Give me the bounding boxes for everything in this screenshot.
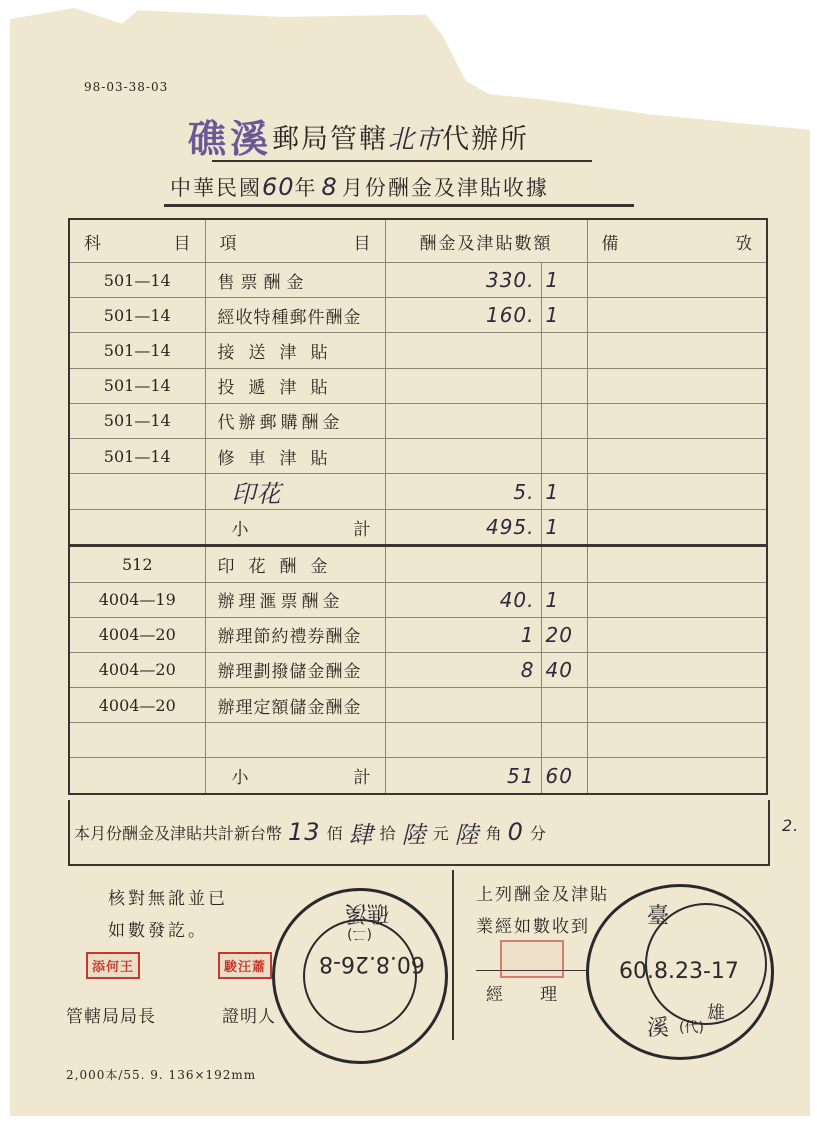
office-name-handwritten: 礁溪 xyxy=(188,116,273,161)
office-name-handwritten-2: 北市 xyxy=(388,125,443,155)
table-row: 501—14 代辦郵購酬金 xyxy=(69,403,767,438)
director-role: 管轄局局長 xyxy=(66,1007,156,1027)
signature-divider xyxy=(452,870,454,1040)
table-row: 4004—20 辦理定額儲金酬金 xyxy=(69,688,767,723)
table-row xyxy=(69,723,767,758)
table-row: 501—14 修車津貼 xyxy=(69,438,767,473)
total-tens-handwritten: 肆 xyxy=(348,820,374,849)
header-amount: 酬金及津貼數額 xyxy=(385,219,587,263)
header-subject: 科 目 xyxy=(69,219,205,263)
manager-seal xyxy=(500,940,564,978)
witness-seal: 駿汪蕭 xyxy=(218,952,272,979)
year-label: 年 xyxy=(294,176,318,200)
verify-line-2: 如數發訖。 xyxy=(108,921,208,941)
postmark-right-sub: (代) xyxy=(679,1020,704,1036)
postmark-right xyxy=(586,884,774,1060)
table-row: 4004—20 辦理節約禮券酬金 1 20 xyxy=(69,617,767,652)
month-handwritten: 8 xyxy=(321,173,338,201)
postmark-right-date: 60.8.23-17 xyxy=(619,959,739,984)
table-row: 501—14 經收特種郵件酬金 160. 1 xyxy=(69,298,767,333)
witness-role: 證明人 xyxy=(222,1007,276,1027)
table-row: 4004—19 辦理滙票酬金 40. 1 xyxy=(69,582,767,617)
director-seal: 添何王 xyxy=(86,952,140,979)
subtitle-prefix: 中華民國 xyxy=(170,176,262,200)
form-code: 98-03-38-03 xyxy=(84,80,169,94)
payment-table xyxy=(68,218,768,795)
office-tail: 代辦所 xyxy=(442,124,530,155)
postmark-left-date: 60.8.26-8 xyxy=(319,951,425,976)
title-underline xyxy=(212,160,592,162)
total-units-handwritten: 陸 xyxy=(401,820,427,849)
monthly-total-line: 本月份酬金及津貼共計新台幣 13 佰 肆 拾 陸 元 陸 角 0 分 xyxy=(68,800,770,866)
subtitle-underline xyxy=(164,204,634,207)
table-row: 512 印花酬金 xyxy=(69,546,767,582)
table-row: 501—14 投遞津貼 xyxy=(69,368,767,403)
header-item: 項 目 xyxy=(205,219,385,263)
postmark-right-place-top: 臺 xyxy=(647,904,670,929)
verify-line-1: 核對無訛並已 xyxy=(108,889,228,909)
postmark-left xyxy=(272,888,448,1064)
postmark-right-place-bottom: 溪 xyxy=(647,1016,670,1041)
total-hundreds-handwritten: 13 xyxy=(288,818,321,846)
table-row: 印花 5. 1 xyxy=(69,474,767,510)
year-handwritten: 60 xyxy=(262,173,295,201)
table-row: 501—14 接送津貼 xyxy=(69,333,767,368)
subtitle-suffix: 月份酬金及津貼收據 xyxy=(341,176,549,200)
manager-role: 經 理 xyxy=(486,985,558,1005)
total-jiao-handwritten: 陸 xyxy=(454,820,480,849)
received-line-1: 上列酬金及津貼 xyxy=(476,885,609,905)
office-title xyxy=(188,108,529,163)
received-line-2: 業經如數收到 xyxy=(476,917,590,937)
postmark-left-sub: (二) xyxy=(347,926,372,942)
subtotal-row-upper: 小 計 495. 1 xyxy=(69,510,767,546)
edge-note: 2. xyxy=(782,816,800,835)
office-suffix: 郵局管轄 xyxy=(272,124,389,155)
header-remarks: 備 攷 xyxy=(587,219,767,263)
total-fen-handwritten: 0 xyxy=(507,818,524,846)
receipt-subtitle xyxy=(170,172,549,202)
subtotal-row-lower: 小 計 51 60 xyxy=(69,758,767,794)
print-footer: 2,000本/55. 9. 136×192mm xyxy=(66,1068,257,1082)
postmark-left-place: 礁溪 xyxy=(345,900,390,925)
postmark-right-side: 雄 xyxy=(707,1003,725,1024)
table-row: 4004—20 辦理劃撥儲金酬金 8 40 xyxy=(69,652,767,687)
table-row: 501—14 售票酬金 330. 1 xyxy=(69,263,767,298)
total-prefix: 本月份酬金及津貼共計新台幣 xyxy=(74,823,283,843)
